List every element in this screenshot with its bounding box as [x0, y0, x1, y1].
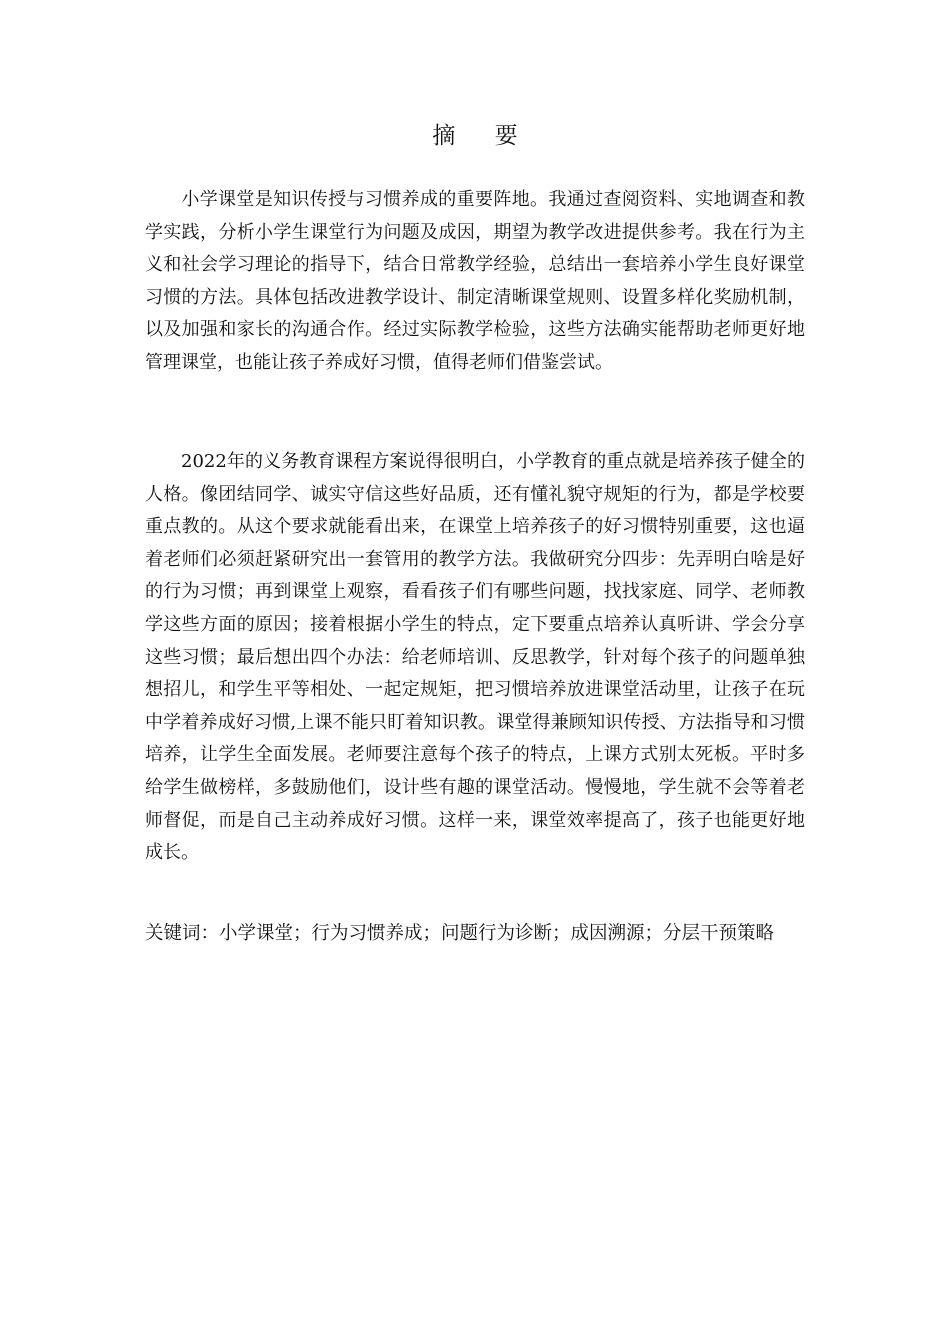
abstract-paragraph-2 — [145, 446, 805, 870]
abstract-paragraph-1 — [145, 184, 805, 380]
keywords-line — [145, 917, 805, 950]
abstract-paragraph-2-text: 2022年的义务教育课程方案说得很明白，小学教育的重点就是培养孩子健全的人格。像团结同学、诚实守信这些好品质，还有懂礼貌守规矩的行为，都是学校要重点教的。从这个要求就能看出来，在课堂上培养孩子的好习惯特别重要，这也逼着老师们必须赶紧研究出一套管用的教学方法。我做研究分四步：先弄明白啥是好的行为习惯；再到课堂上观察，看看孩子们有哪些问题，找找家庭、同学、老师教学这些方面的原因；接着根据小学生的特点，定下要重点培养认真听讲、学会分享这些习惯；最后想出四个办法：给老师培训、反思教学，针对每个孩子的问题单独想招儿，和学生平等相处、一起定规矩，把习惯培养放进课堂活动里，让孩子在玩中学着养成好习惯,上课不能只盯着知识教。课堂得兼顾知识传授、方法指导和习惯培养，让学生全面发展。老师要注意每个孩子的特点，上课方式别太死板。平时多给学生做榜样，多鼓励他们，设计些有趣的课堂活动。慢慢地，学生就不会等着老师督促，而是自己主动养成好习惯。这样一来，课堂效率提高了，孩子也能更好地成长。 — [145, 451, 805, 864]
abstract-paragraph-1-text: 小学课堂是知识传授与习惯养成的重要阵地。我通过查阅资料、实地调查和教学实践，分析小学生课堂行为问题及成因，期望为教学改进提供参考。我在行为主义和社会学习理论的指导下，结合日常教学经验，总结出一套培养小学生良好课堂习惯的方法。具体包括改进教学设计、制定清晰课堂规则、设置多样化奖励机制，以及加强和家长的沟通合作。经过实际教学检验，这些方法确实能帮助老师更好地管理课堂，也能让孩子养成好习惯，值得老师们借鉴尝试。 — [145, 189, 805, 373]
keywords-text: 小学课堂；行为习惯养成；问题行为诊断；成因溯源；分层干预策略 — [219, 923, 775, 944]
abstract-title: 摘 要 — [432, 123, 534, 149]
keywords-label: 关键词： — [145, 923, 220, 944]
